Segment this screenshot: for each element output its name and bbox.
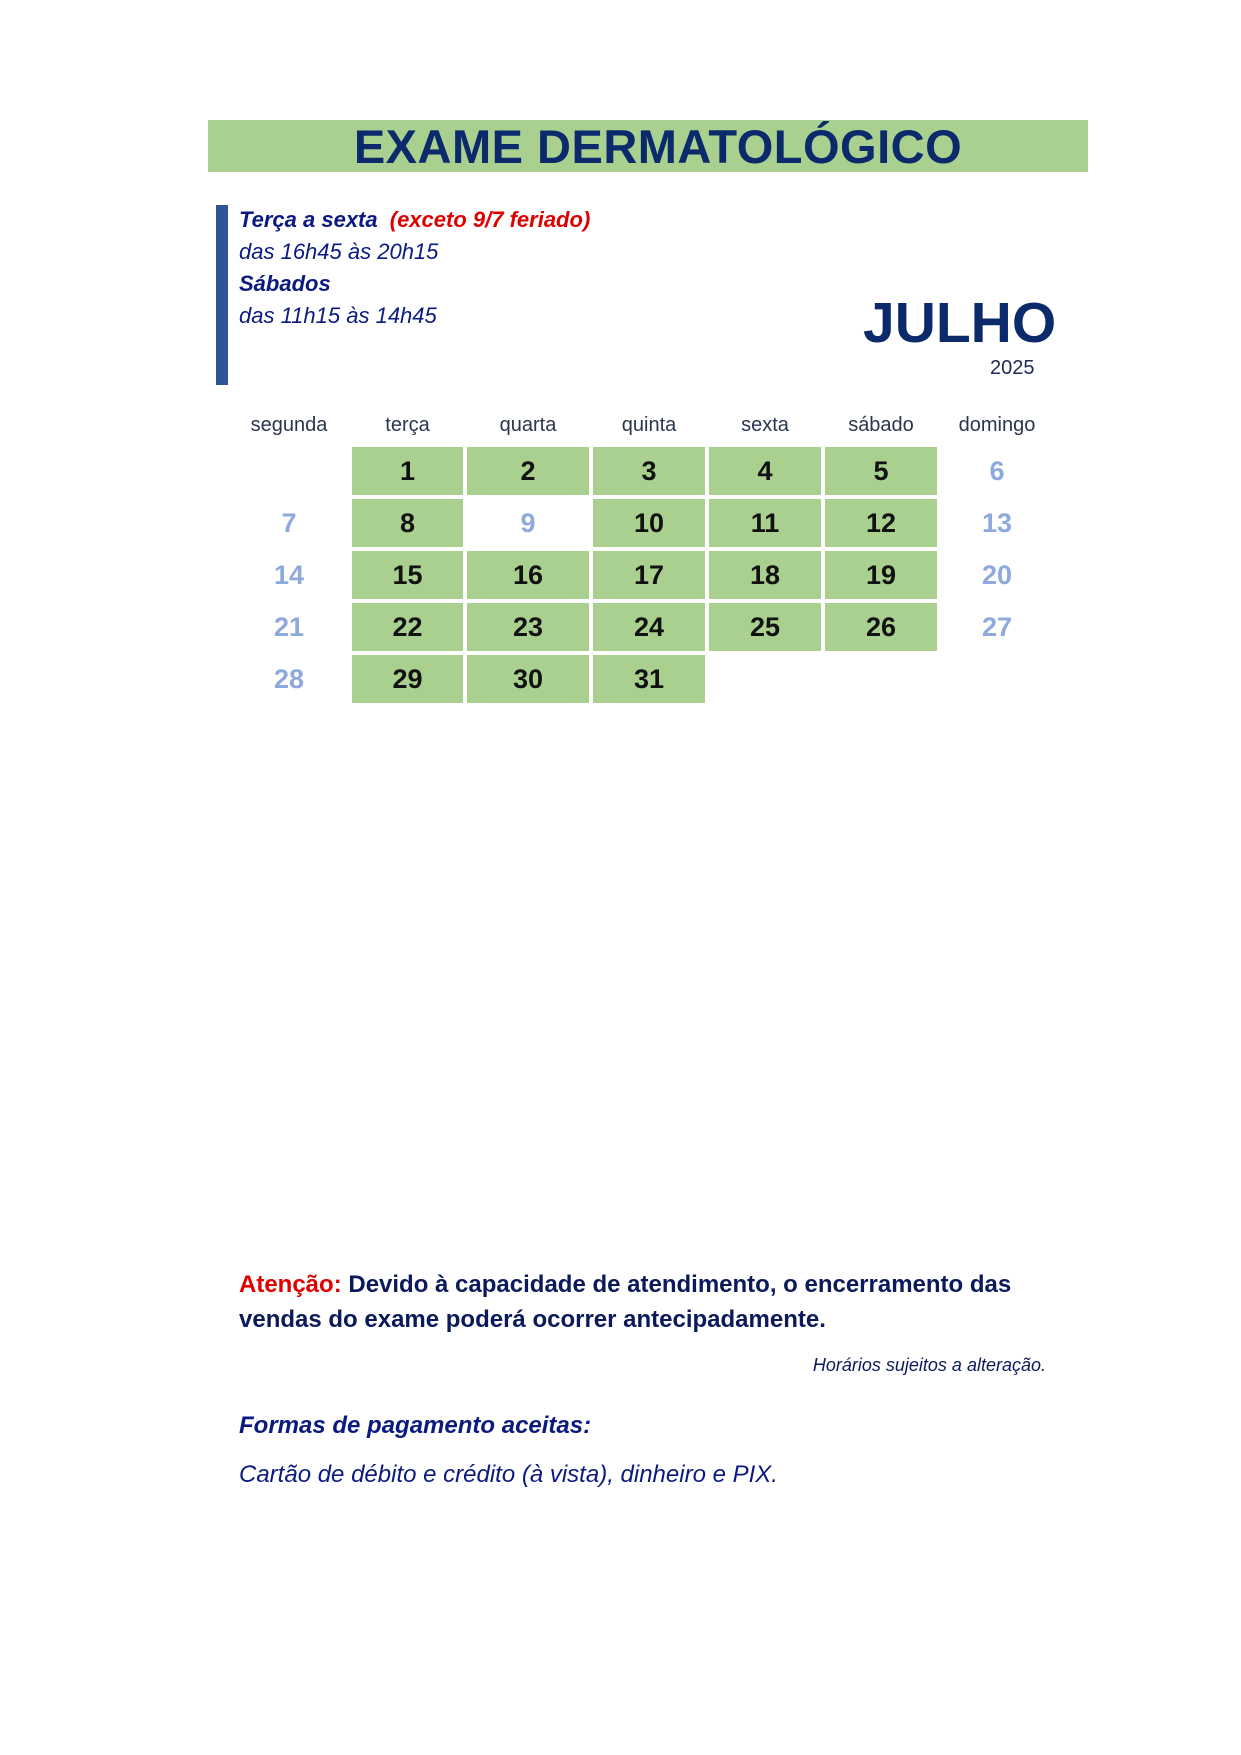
weekdays-label: Terça a sexta <box>239 207 378 232</box>
opening-hours <box>239 204 590 332</box>
attention-notice <box>239 1267 1039 1337</box>
calendar-day-closed: 21 <box>273 611 305 642</box>
weekdays-line <box>239 204 590 236</box>
calendar-day-open: 15 <box>352 551 463 599</box>
year-label: 2025 <box>990 357 1035 379</box>
weekday-header: terça <box>385 414 430 436</box>
calendar-day-open: 4 <box>709 447 821 495</box>
calendar-day-open: 2 <box>467 447 589 495</box>
calendar-day-open: 25 <box>709 603 821 651</box>
weekday-header: sábado <box>848 414 914 436</box>
attention-label: Atenção: <box>239 1271 342 1298</box>
weekday-header: segunda <box>250 414 328 436</box>
holiday-note: (exceto 9/7 feriado) <box>389 207 591 232</box>
calendar-day-open: 8 <box>352 499 463 547</box>
calendar-day-closed: 27 <box>981 611 1013 642</box>
subject-to-change-note: Horários sujeitos a alteração. <box>812 1355 1046 1375</box>
weekday-header: domingo <box>958 414 1036 436</box>
title-banner <box>208 120 1088 172</box>
calendar-day-open: 18 <box>709 551 821 599</box>
calendar-day-open: 22 <box>352 603 463 651</box>
attention-text: Devido à capacidade de atendimento, o encerramento das vendas do exame poderá ocorrer antecipadamente. <box>239 1271 1012 1333</box>
calendar-day-open: 30 <box>467 655 589 703</box>
calendar-day-open: 26 <box>825 603 937 651</box>
payment-title: Formas de pagamento aceitas: <box>239 1412 592 1439</box>
weekday-header: sexta <box>741 414 789 436</box>
calendar-day-open: 12 <box>825 499 937 547</box>
calendar-day-open: 23 <box>467 603 589 651</box>
calendar-day-closed: 13 <box>981 507 1013 538</box>
saturday-time: das 11h15 às 14h45 <box>239 303 437 328</box>
payment-methods: Cartão de débito e crédito (à vista), dinheiro e PIX. <box>239 1461 778 1488</box>
calendar-day-open: 24 <box>593 603 705 651</box>
calendar-day-open: 19 <box>825 551 937 599</box>
calendar-day-closed: 7 <box>281 507 297 538</box>
calendar-day-closed: 20 <box>981 559 1013 590</box>
saturday-label: Sábados <box>239 271 331 296</box>
weekday-header: quinta <box>621 414 677 436</box>
weekdays-time: das 16h45 às 20h15 <box>239 239 439 264</box>
calendar-day-closed: 28 <box>273 663 305 694</box>
month-title: JULHO <box>863 291 1057 355</box>
calendar-day-open: 31 <box>593 655 705 703</box>
calendar-day-open: 3 <box>593 447 705 495</box>
weekday-header: quarta <box>499 414 557 436</box>
hours-accent-bar <box>216 205 228 385</box>
page-title: EXAME DERMATOLÓGICO <box>353 119 963 173</box>
calendar-day-open: 10 <box>593 499 705 547</box>
calendar-day-open: 17 <box>593 551 705 599</box>
calendar-day-open: 16 <box>467 551 589 599</box>
calendar-day-open: 11 <box>709 499 821 547</box>
calendar-day-closed: 14 <box>273 559 305 590</box>
calendar-day-closed: 6 <box>989 455 1005 486</box>
calendar-day-open: 1 <box>352 447 463 495</box>
calendar-day-open: 5 <box>825 447 937 495</box>
calendar-day-open: 29 <box>352 655 463 703</box>
calendar-day-closed: 9 <box>520 507 536 538</box>
